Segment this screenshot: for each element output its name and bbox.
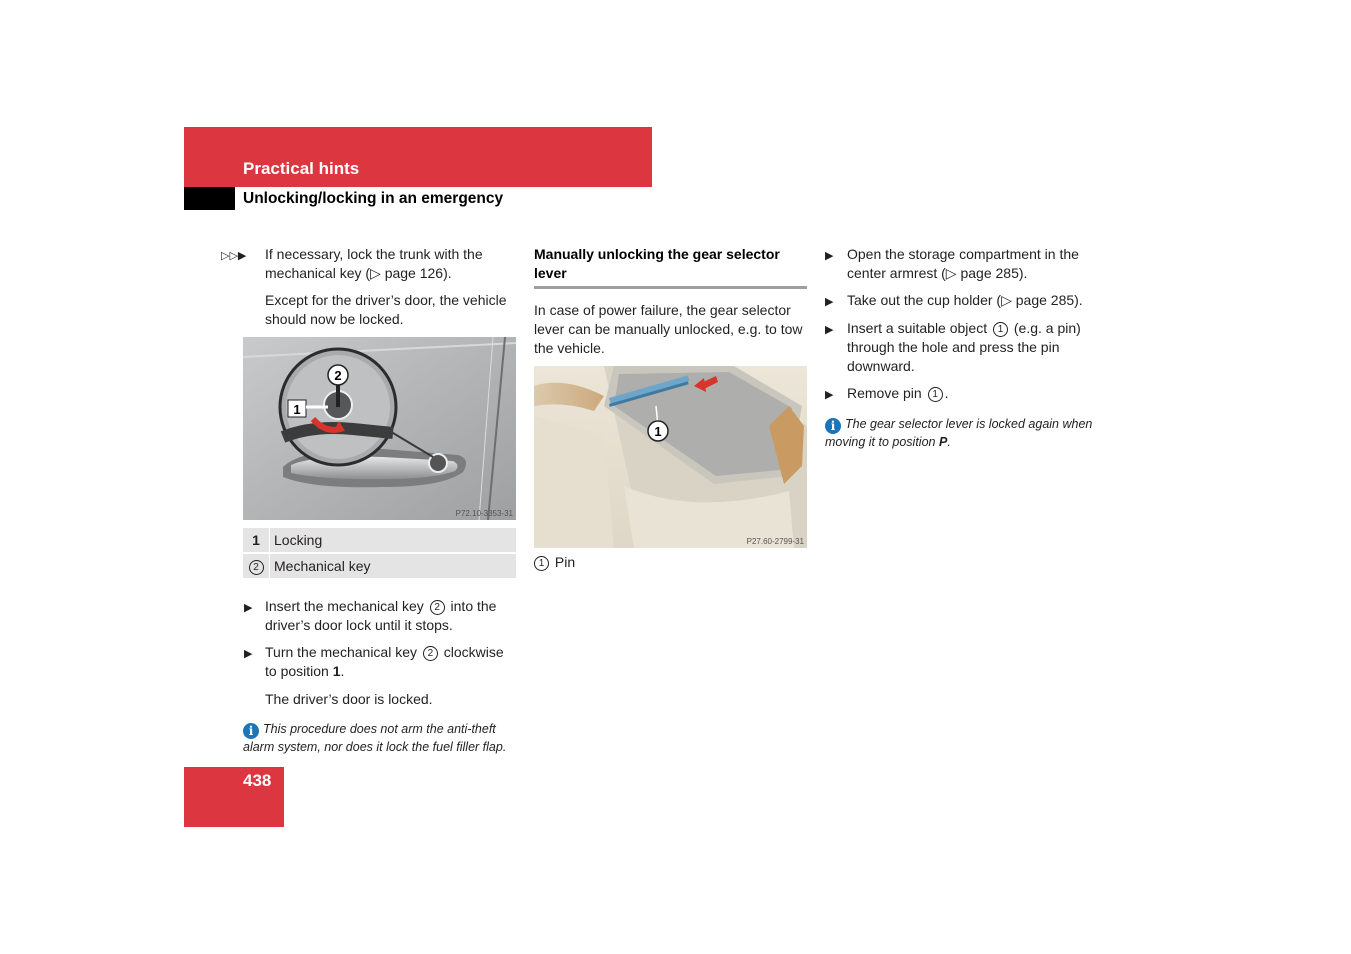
legend-key: 1 — [243, 528, 270, 552]
section-title: Practical hints — [243, 159, 360, 178]
legend-label: Mechanical key — [274, 558, 371, 574]
col3-step1: Open the storage compartment in the center armrest (▷ page 285). — [847, 246, 1079, 281]
info-icon: i — [825, 418, 841, 434]
svg-text:2: 2 — [334, 368, 342, 383]
col3-step3: Insert a suitable object 1 (e.g. a pin) through the hole and press the pin downward. — [847, 320, 1081, 374]
header-black-tab — [184, 187, 235, 210]
col1-step3: Turn the mechanical key 2 clockwise to position 1. — [265, 644, 504, 679]
col1-step1-result: Except for the driver’s door, the vehicle should now be locked. — [265, 292, 507, 327]
svg-text:1: 1 — [293, 402, 301, 417]
col3-note: i The gear selector lever is locked again when moving it to position P. — [825, 417, 1093, 449]
legend-row — [243, 554, 516, 579]
col1-step2: Insert the mechanical key 2 into the driver’s door lock until it stops. — [265, 598, 497, 633]
gear-intro: In case of power failure, the gear selector lever can be manually unlocked, e.g. to tow the vehicle. — [534, 302, 803, 356]
col3-step4: Remove pin 1 . — [847, 385, 949, 401]
bullet-icon: ▶ — [825, 296, 834, 308]
heading-rule — [534, 286, 807, 289]
legend-key: 2 — [243, 554, 270, 578]
continue-marker: ▷▷▶ — [221, 250, 247, 262]
svg-text:1: 1 — [654, 424, 662, 439]
info-icon: i — [243, 723, 259, 739]
bullet-icon: ▶ — [244, 602, 253, 614]
armrest-illustration — [534, 366, 807, 548]
bullet-icon: ▶ — [825, 250, 834, 262]
bullet-icon: ▶ — [825, 324, 834, 336]
bullet-icon: ▶ — [244, 648, 253, 660]
col3-step2: Take out the cup holder (▷ page 285). — [847, 292, 1083, 308]
bullet-icon: ▶ — [825, 389, 834, 401]
legend-row — [243, 528, 516, 553]
page-number: 438 — [243, 771, 272, 790]
legend-label: Locking — [274, 532, 323, 548]
col1-step3-result: The driver’s door is locked. — [265, 691, 433, 707]
door-image-code: P72.10-3353-31 — [455, 509, 513, 518]
door-handle-illustration — [243, 337, 516, 520]
pin-caption: 1 Pin — [534, 553, 575, 572]
page-subtitle: Unlocking/locking in an emergency — [243, 190, 504, 207]
col1-note: i This procedure does not arm the anti-theft alarm system, nor does it lock the fuel filler flap. — [243, 722, 507, 754]
armrest-image-code: P27.60-2799-31 — [746, 537, 804, 546]
gear-lever-heading: Manually unlocking the gear selector lever — [534, 246, 780, 281]
col1-step1: If necessary, lock the trunk with the mechanical key (▷ page 126). — [265, 246, 483, 281]
